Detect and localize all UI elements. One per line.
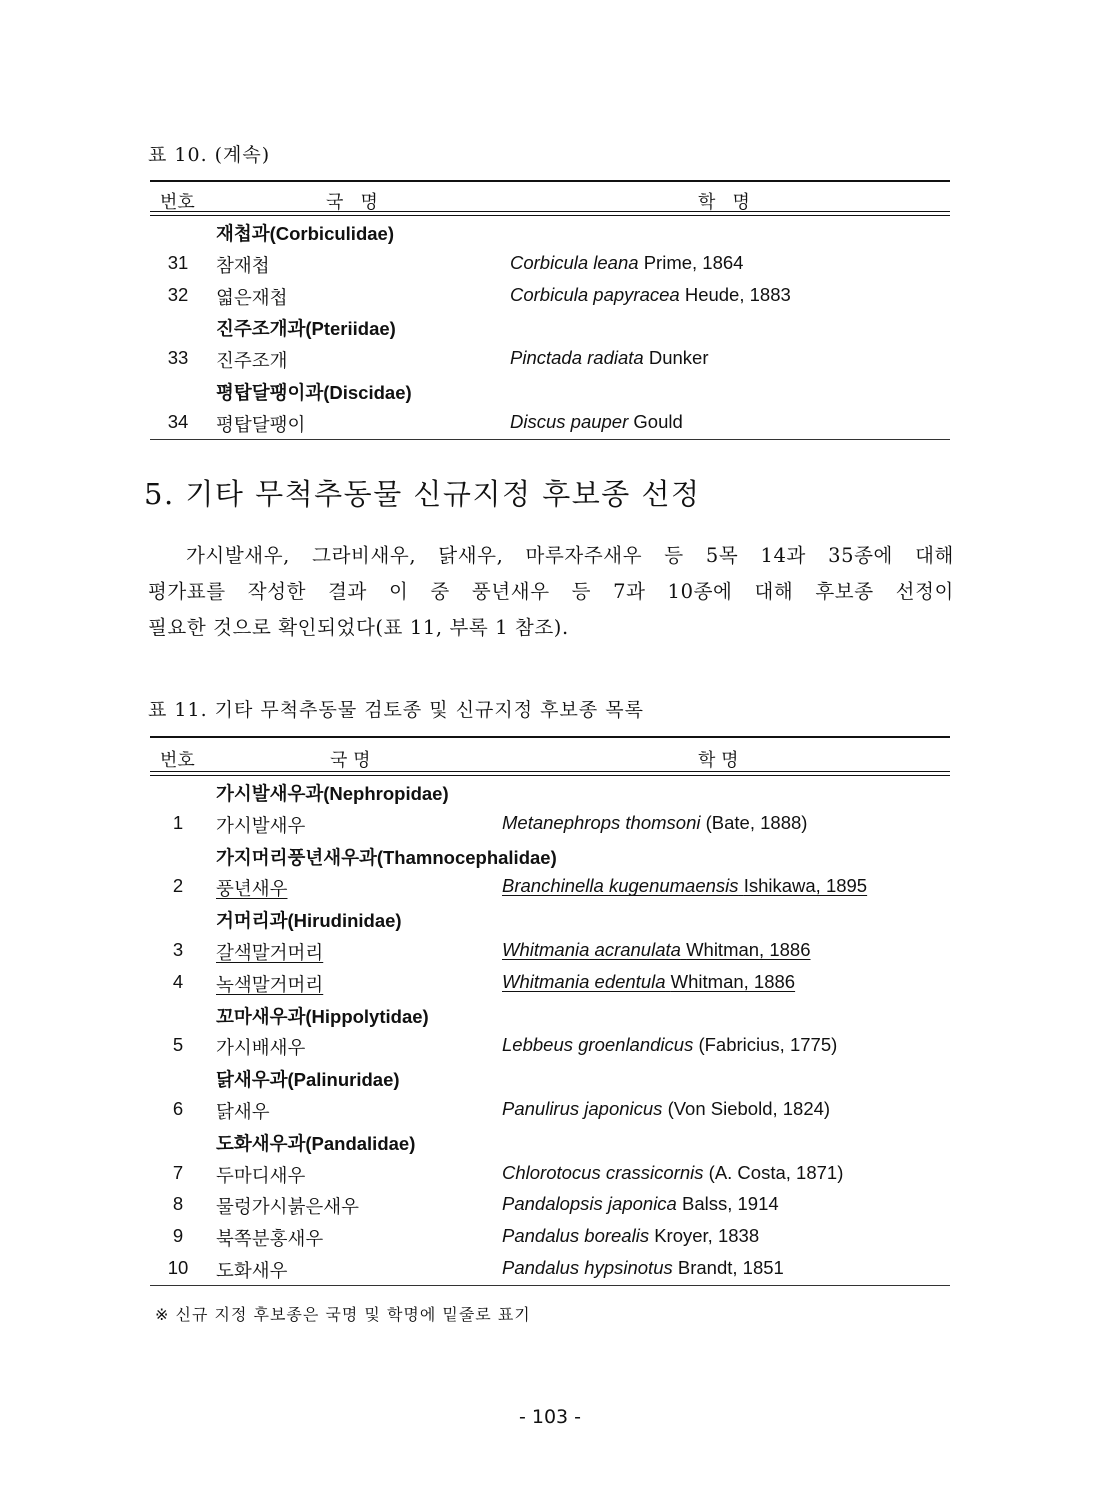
header-korean: 국 명 xyxy=(326,192,378,213)
authority: Kroyer, 1838 xyxy=(654,1225,760,1247)
authority: Heude, 1883 xyxy=(684,283,791,305)
species-number: 1 xyxy=(172,811,184,833)
species-number: 2 xyxy=(172,875,184,897)
scientific-name xyxy=(510,284,791,306)
header-scientific: 학 명 xyxy=(698,750,739,771)
family-row xyxy=(150,1062,950,1094)
scientific-name xyxy=(502,1225,759,1247)
authority: Prime, 1864 xyxy=(643,251,744,273)
family-row xyxy=(150,1126,950,1158)
species-number: 31 xyxy=(167,251,189,273)
scientific-name xyxy=(510,411,683,433)
family-name: 거머리과(Hirudinidae) xyxy=(216,910,402,932)
korean-name: 닭새우 xyxy=(216,1101,270,1123)
species-number: 7 xyxy=(172,1161,184,1183)
authority: (A. Costa, 1871) xyxy=(708,1161,844,1183)
scientific-name xyxy=(502,1193,779,1215)
page-number: - 103 - xyxy=(518,1406,582,1428)
authority: (Fabricius, 1775) xyxy=(698,1034,838,1056)
species-number: 4 xyxy=(172,970,184,992)
table10-body xyxy=(150,216,950,439)
species-row xyxy=(150,407,950,439)
section-paragraph xyxy=(148,538,954,646)
table10 xyxy=(150,180,950,440)
table10-caption: 표 10. (계속) xyxy=(148,144,271,166)
table11-header xyxy=(150,736,950,776)
korean-name: 엷은재첩 xyxy=(216,287,288,309)
species-row xyxy=(150,1158,950,1190)
korean-name: 평탑달팽이 xyxy=(216,414,306,436)
header-scientific: 학 명 xyxy=(698,192,750,213)
scientific-name xyxy=(502,1098,830,1120)
species-number: 10 xyxy=(167,1256,189,1278)
paragraph-line: 필요한 것으로 확인되었다(표 11, 부록 1 참조). xyxy=(148,616,569,639)
family-name: 재첩과(Corbiculidae) xyxy=(216,223,394,244)
family-name: 가시발새우과(Nephropidae) xyxy=(216,783,449,804)
authority: Ishikawa, 1895 xyxy=(743,875,868,897)
scientific-name xyxy=(502,971,795,993)
species-number: 34 xyxy=(167,410,189,432)
species-number: 3 xyxy=(172,938,184,960)
species-row xyxy=(150,967,950,999)
korean-name: 도화새우 xyxy=(216,1260,288,1282)
species-number: 5 xyxy=(172,1034,184,1056)
genus-species: Lebbeus groenlandicus xyxy=(502,1034,694,1056)
family-row xyxy=(150,776,950,808)
scientific-name xyxy=(502,939,811,961)
table11 xyxy=(150,736,950,1286)
species-number: 9 xyxy=(172,1225,184,1247)
genus-species: Branchinella kugenumaensis xyxy=(502,875,739,897)
scientific-name xyxy=(502,1034,837,1056)
korean-name: 풍년새우 xyxy=(216,879,288,901)
korean-name: 갈색말거머리 xyxy=(216,942,324,964)
korean-name: 참재첩 xyxy=(216,255,270,277)
genus-species: Pandalopsis japonica xyxy=(502,1193,677,1215)
table11-caption: 표 11. 기타 무척추동물 검토종 및 신규지정 후보종 목록 xyxy=(148,699,644,721)
authority: Whitman, 1886 xyxy=(686,938,811,960)
section-heading: 5. 기타 무척추동물 신규지정 후보종 선정 xyxy=(144,477,701,511)
authority: Brandt, 1851 xyxy=(677,1256,784,1278)
paragraph-line: 평가표를 작성한 결과 이 중 풍년새우 등 7과 10종에 대해 후보종 선정이 xyxy=(148,580,954,603)
family-name: 평탑달팽이과(Discidae) xyxy=(216,381,412,403)
genus-species: Corbicula leana xyxy=(510,251,639,273)
species-number: 33 xyxy=(167,347,189,369)
family-row xyxy=(150,311,950,343)
family-row xyxy=(150,903,950,935)
species-number: 8 xyxy=(172,1193,184,1215)
korean-name: 진주조개 xyxy=(216,351,288,373)
scientific-name xyxy=(502,875,867,897)
korean-name: 가시배새우 xyxy=(216,1038,306,1060)
genus-species: Whitmania edentula xyxy=(502,970,666,992)
species-row xyxy=(150,808,950,840)
species-row xyxy=(150,248,950,280)
authority: (Von Siebold, 1824) xyxy=(667,1097,831,1119)
authority: Balss, 1914 xyxy=(682,1193,779,1215)
family-name: 진주조개과(Pteriidae) xyxy=(216,318,396,340)
scientific-name xyxy=(502,1162,843,1184)
authority: Whitman, 1886 xyxy=(670,970,796,992)
family-row xyxy=(150,999,950,1031)
genus-species: Metanephrops thomsoni xyxy=(502,811,701,833)
genus-species: Chlorotocus crassicornis xyxy=(502,1161,704,1183)
family-name: 도화새우과(Pandalidae) xyxy=(216,1132,416,1154)
family-row xyxy=(150,216,950,248)
species-row xyxy=(150,935,950,967)
scientific-name xyxy=(502,812,807,834)
authority: (Bate, 1888) xyxy=(705,811,808,833)
family-row xyxy=(150,375,950,407)
genus-species: Pandalus borealis xyxy=(502,1225,650,1247)
table10-header xyxy=(150,180,950,216)
family-name: 가지머리풍년새우과(Thamnocephalidae) xyxy=(216,846,557,868)
header-num: 번호 xyxy=(160,750,195,771)
scientific-name xyxy=(510,252,743,274)
species-row xyxy=(150,1094,950,1126)
species-row xyxy=(150,343,950,375)
genus-species: Pandalus hypsinotus xyxy=(502,1256,673,1278)
footnote: ※ 신규 지정 후보종은 국명 및 학명에 밑줄로 표기 xyxy=(155,1305,531,1324)
korean-name: 두마디새우 xyxy=(216,1165,306,1187)
korean-name: 녹색말거머리 xyxy=(216,974,324,996)
genus-species: Discus pauper xyxy=(510,410,629,432)
species-row xyxy=(150,1189,950,1221)
family-name: 닭새우과(Palinuridae) xyxy=(216,1069,400,1091)
scientific-name xyxy=(502,1257,784,1279)
family-row xyxy=(150,840,950,872)
genus-species: Whitmania acranulata xyxy=(502,938,681,960)
header-num: 번호 xyxy=(160,192,195,213)
table11-body xyxy=(150,776,950,1285)
authority: Dunker xyxy=(648,347,709,369)
korean-name: 물렁가시붉은새우 xyxy=(216,1197,359,1219)
species-number: 6 xyxy=(172,1097,184,1119)
species-row xyxy=(150,1221,950,1253)
korean-name: 북쪽분홍새우 xyxy=(216,1229,324,1251)
genus-species: Pinctada radiata xyxy=(510,347,644,369)
species-row xyxy=(150,1253,950,1285)
genus-species: Corbicula papyracea xyxy=(510,283,680,305)
paragraph-line: 가시발새우, 그라비새우, 닭새우, 마루자주새우 등 5목 14과 35종에 대해 xyxy=(186,544,954,567)
korean-name: 가시발새우 xyxy=(216,815,306,837)
species-row xyxy=(150,280,950,312)
family-name: 꼬마새우과(Hippolytidae) xyxy=(216,1005,429,1027)
authority: Gould xyxy=(633,410,683,432)
species-row xyxy=(150,871,950,903)
scientific-name xyxy=(510,347,708,369)
header-korean: 국 명 xyxy=(330,750,371,771)
genus-species: Panulirus japonicus xyxy=(502,1097,663,1119)
species-row xyxy=(150,1030,950,1062)
species-number: 32 xyxy=(167,283,189,305)
